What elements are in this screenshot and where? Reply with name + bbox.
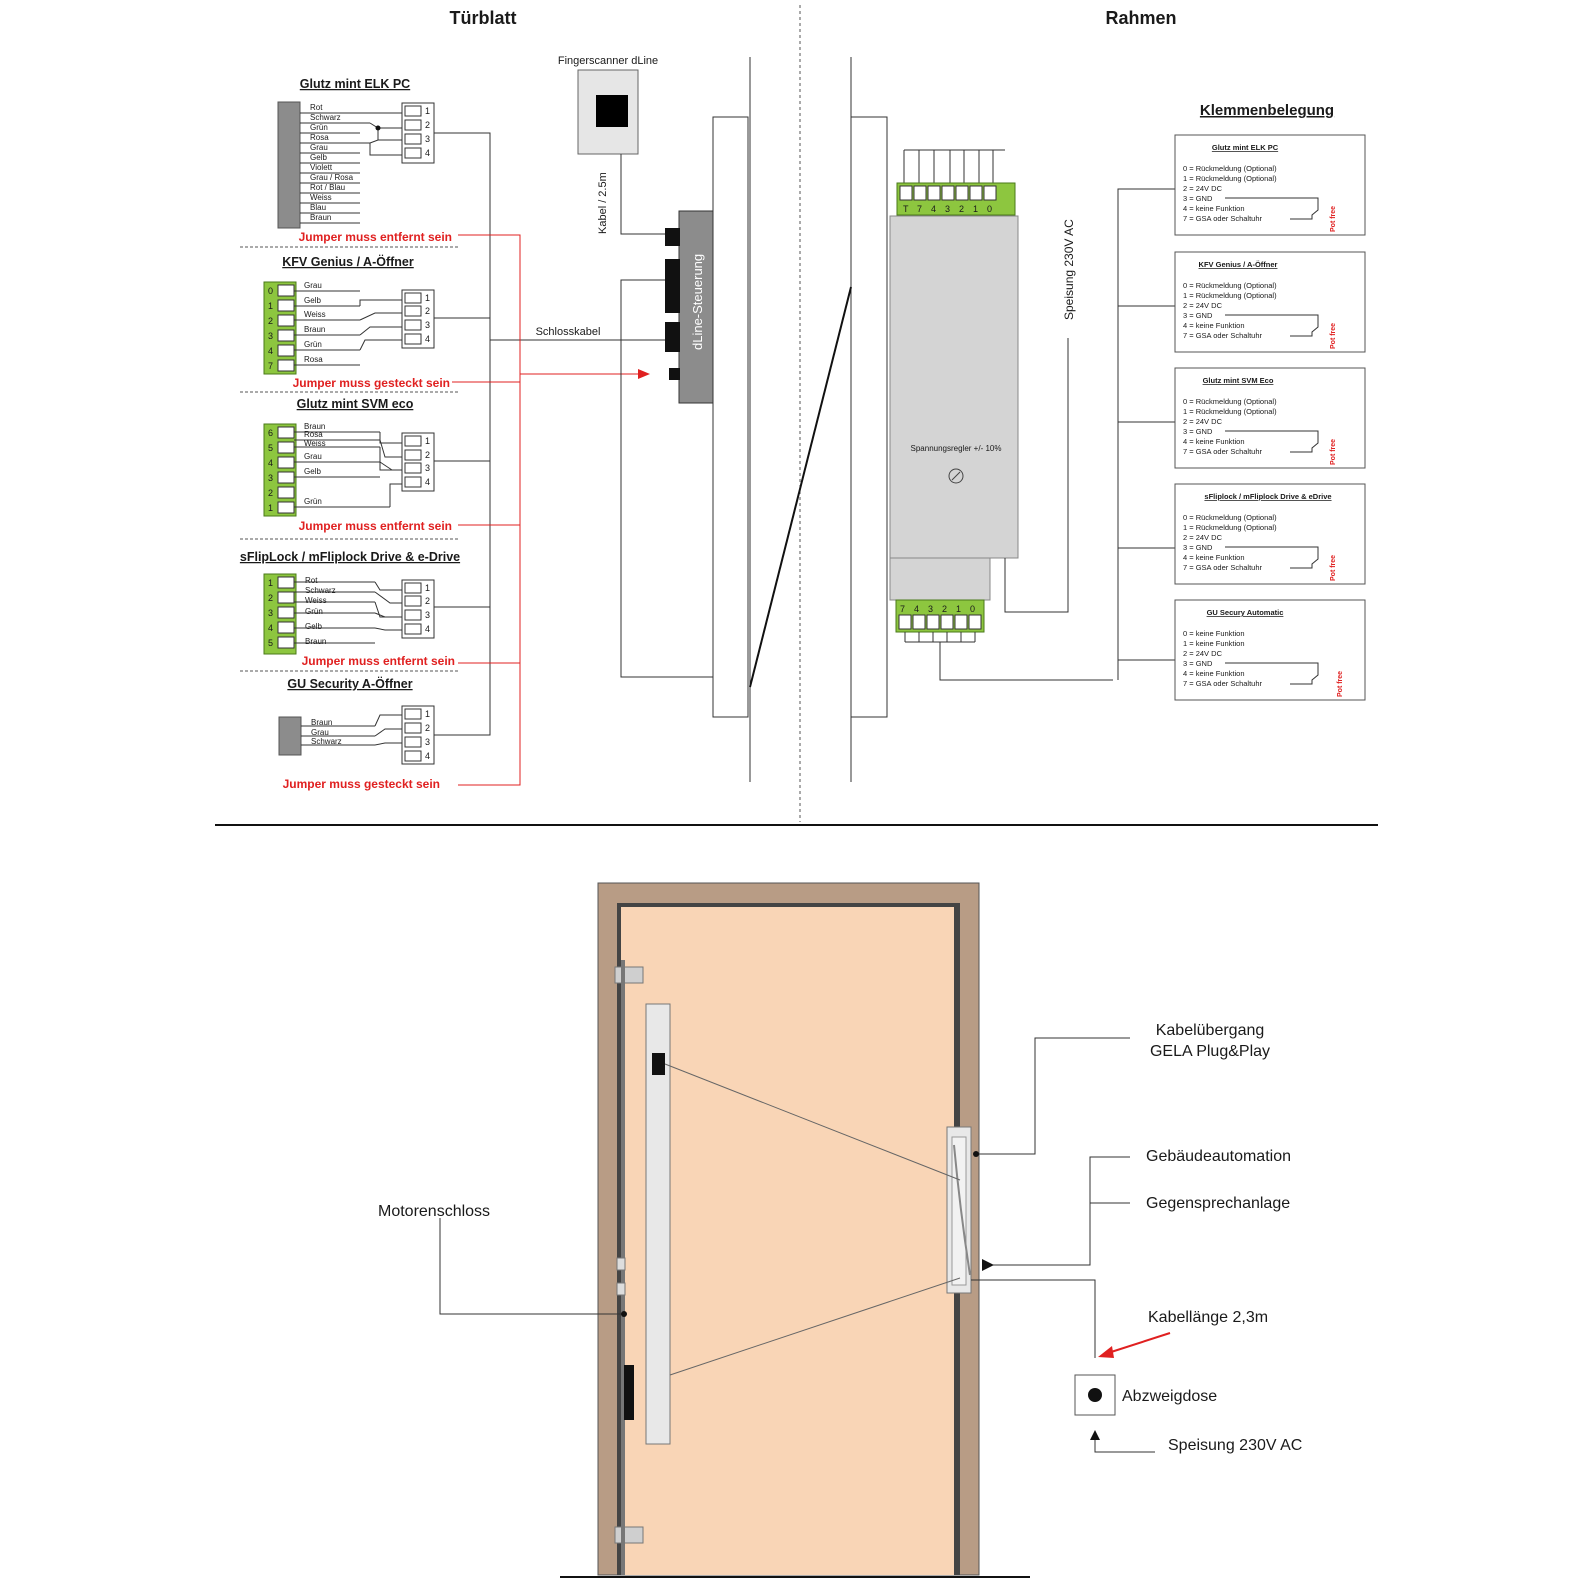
svg-text:GU Secury Automatic: GU Secury Automatic xyxy=(1206,608,1284,617)
svg-text:1: 1 xyxy=(425,293,431,303)
svg-text:3 = GND: 3 = GND xyxy=(1183,311,1213,320)
svg-text:2 = 24V DC: 2 = 24V DC xyxy=(1183,184,1222,193)
svg-text:Pot free: Pot free xyxy=(1330,322,1337,349)
svg-text:1: 1 xyxy=(956,604,962,614)
svg-text:Jumper muss gesteckt sein: Jumper muss gesteckt sein xyxy=(282,777,440,791)
svg-text:2: 2 xyxy=(268,593,274,603)
svg-text:Braun: Braun xyxy=(305,637,327,646)
gegensprech-label: Gegensprechanlage xyxy=(1146,1195,1291,1212)
svg-text:0: 0 xyxy=(268,286,274,296)
svg-text:1 = keine Funktion: 1 = keine Funktion xyxy=(1183,639,1245,648)
kabeluebergang-label-2: GELA Plug&Play xyxy=(1149,1043,1271,1060)
svg-text:Glutz mint ELK PC: Glutz mint ELK PC xyxy=(1211,143,1279,152)
fingerscanner-label: Fingerscanner dLine xyxy=(557,55,659,67)
svg-text:Weiss: Weiss xyxy=(310,193,332,202)
svg-text:Grau: Grau xyxy=(304,281,322,290)
bus-black xyxy=(434,133,680,735)
svg-text:Jumper muss gesteckt sein: Jumper muss gesteckt sein xyxy=(292,376,450,390)
svg-text:Rot: Rot xyxy=(305,576,318,585)
svg-text:4: 4 xyxy=(931,204,937,214)
kabel-label: Kabel / 2.5m xyxy=(597,172,609,234)
door-leaf xyxy=(621,907,955,1575)
svg-text:5: 5 xyxy=(268,443,274,453)
svg-text:4: 4 xyxy=(425,148,431,158)
svg-text:2: 2 xyxy=(425,306,431,316)
speisung-vertical: Speisung 230V AC xyxy=(1062,219,1076,320)
lock-glutz-svm xyxy=(264,397,452,533)
svg-text:5: 5 xyxy=(268,638,274,648)
svg-text:0 = Rückmeldung (Optional): 0 = Rückmeldung (Optional) xyxy=(1183,164,1277,173)
svg-text:3 = GND: 3 = GND xyxy=(1183,659,1213,668)
fingerscanner-sensor xyxy=(596,95,628,127)
svg-text:Grau: Grau xyxy=(311,728,329,737)
svg-text:1 = Rückmeldung (Optional): 1 = Rückmeldung (Optional) xyxy=(1183,523,1277,532)
svg-text:Gelb: Gelb xyxy=(305,622,322,631)
svg-text:Braun: Braun xyxy=(311,718,333,727)
svg-text:Grau: Grau xyxy=(310,143,328,152)
svg-text:3: 3 xyxy=(425,463,431,473)
svg-text:Grün: Grün xyxy=(310,123,328,132)
svg-text:KFV Genius / A-Öffner: KFV Genius / A-Öffner xyxy=(282,255,414,269)
svg-text:1: 1 xyxy=(268,578,274,588)
svg-text:Braun: Braun xyxy=(310,213,332,222)
svg-text:Rosa: Rosa xyxy=(304,355,323,364)
svg-text:Braun: Braun xyxy=(304,325,326,334)
svg-text:4: 4 xyxy=(914,604,920,614)
svg-text:3: 3 xyxy=(425,134,431,144)
svg-text:Pot free: Pot free xyxy=(1330,438,1337,465)
svg-text:2: 2 xyxy=(268,488,274,498)
abzweigdose-label: Abzweigdose xyxy=(1122,1388,1218,1405)
svg-text:3: 3 xyxy=(425,737,431,747)
connector-1 xyxy=(402,103,434,163)
abzweigdose-dot xyxy=(1088,1388,1102,1402)
svg-text:3 = GND: 3 = GND xyxy=(1183,194,1213,203)
svg-text:Jumper muss entfernt sein: Jumper muss entfernt sein xyxy=(298,519,452,533)
svg-text:1: 1 xyxy=(425,106,431,116)
svg-text:3 = GND: 3 = GND xyxy=(1183,543,1213,552)
svg-text:4: 4 xyxy=(268,458,274,468)
svg-text:3: 3 xyxy=(945,204,951,214)
svg-text:2: 2 xyxy=(425,723,431,733)
speisung-label: Speisung 230V AC xyxy=(1168,1437,1303,1454)
svg-text:Grün: Grün xyxy=(304,340,322,349)
svg-text:0 = Rückmeldung (Optional): 0 = Rückmeldung (Optional) xyxy=(1183,281,1277,290)
svg-text:Glutz mint SVM Eco: Glutz mint SVM Eco xyxy=(1202,376,1274,385)
svg-text:1: 1 xyxy=(268,503,274,513)
svg-text:7 = GSA oder Schaltuhr: 7 = GSA oder Schaltuhr xyxy=(1183,214,1263,223)
svg-text:7 = GSA oder Schaltuhr: 7 = GSA oder Schaltuhr xyxy=(1183,447,1263,456)
connector-3 xyxy=(402,433,434,491)
svg-text:Grau: Grau xyxy=(304,452,322,461)
svg-text:3: 3 xyxy=(425,610,431,620)
frame-profile xyxy=(851,117,887,717)
svg-text:2: 2 xyxy=(268,316,274,326)
svg-text:Gelb: Gelb xyxy=(310,153,327,162)
svg-text:7: 7 xyxy=(900,604,906,614)
klemmen-box-3 xyxy=(1175,368,1365,468)
svg-text:sFliplock / mFliplock Drive &: sFliplock / mFliplock Drive & eDrive xyxy=(1204,492,1332,501)
klemmen-box-1 xyxy=(1175,135,1365,235)
lock-gu-security xyxy=(279,676,440,791)
svg-text:Jumper muss entfernt sein: Jumper muss entfernt sein xyxy=(301,654,455,668)
svg-text:0 = Rückmeldung (Optional): 0 = Rückmeldung (Optional) xyxy=(1183,513,1277,522)
svg-text:0: 0 xyxy=(987,204,993,214)
klemmen-box-5 xyxy=(1175,600,1365,700)
svg-text:1 = Rückmeldung (Optional): 1 = Rückmeldung (Optional) xyxy=(1183,291,1277,300)
svg-text:2: 2 xyxy=(425,596,431,606)
door-illustration xyxy=(560,883,1030,1577)
svg-text:Pot free: Pot free xyxy=(1337,670,1344,697)
svg-text:Rot / Blau: Rot / Blau xyxy=(310,183,346,192)
svg-text:3: 3 xyxy=(268,608,274,618)
lock-glutz-elk xyxy=(278,77,452,244)
red-arrow xyxy=(638,369,650,379)
svg-text:1: 1 xyxy=(425,709,431,719)
svg-text:3: 3 xyxy=(268,473,274,483)
lock-title: Glutz mint ELK PC xyxy=(299,77,411,91)
svg-text:2: 2 xyxy=(942,604,948,614)
svg-text:4 = keine Funktion: 4 = keine Funktion xyxy=(1183,437,1245,446)
svg-text:2 = 24V DC: 2 = 24V DC xyxy=(1183,417,1222,426)
svg-text:Rot: Rot xyxy=(310,103,323,112)
svg-text:Gelb: Gelb xyxy=(304,467,321,476)
svg-text:2 = 24V DC: 2 = 24V DC xyxy=(1183,533,1222,542)
svg-text:7: 7 xyxy=(917,204,923,214)
svg-text:Grün: Grün xyxy=(305,607,323,616)
klemmen-box-4 xyxy=(1175,484,1365,584)
klemmen-box-2 xyxy=(1175,252,1365,352)
svg-text:3 = GND: 3 = GND xyxy=(1183,427,1213,436)
svg-text:Braun: Braun xyxy=(304,422,326,431)
svg-text:Pot free: Pot free xyxy=(1330,554,1337,581)
svg-text:4: 4 xyxy=(425,477,431,487)
svg-text:2: 2 xyxy=(959,204,965,214)
header-tuerblatt: Türblatt xyxy=(449,8,517,28)
schlosskabel-label: Schlosskabel xyxy=(535,326,601,338)
kabeluebergang-label-1: Kabelübergang xyxy=(1155,1022,1265,1039)
svg-text:7 = GSA oder Schaltuhr: 7 = GSA oder Schaltuhr xyxy=(1183,679,1263,688)
svg-text:Weiss: Weiss xyxy=(305,596,327,605)
svg-text:3: 3 xyxy=(928,604,934,614)
fingerscanner-door xyxy=(652,1053,665,1075)
svg-text:1 = Rückmeldung (Optional): 1 = Rückmeldung (Optional) xyxy=(1183,174,1277,183)
svg-text:Gelb: Gelb xyxy=(304,296,321,305)
svg-text:Weiss: Weiss xyxy=(304,310,326,319)
svg-text:4 = keine Funktion: 4 = keine Funktion xyxy=(1183,553,1245,562)
power-module xyxy=(890,216,1018,558)
svg-text:4: 4 xyxy=(268,623,274,633)
svg-text:7 = GSA oder Schaltuhr: 7 = GSA oder Schaltuhr xyxy=(1183,331,1263,340)
svg-text:4: 4 xyxy=(425,751,431,761)
lock-kfv-genius xyxy=(264,254,450,390)
svg-text:4: 4 xyxy=(268,346,274,356)
svg-text:GU Security A-Öffner: GU Security A-Öffner xyxy=(287,677,413,691)
motor-lock-bolt xyxy=(624,1365,634,1420)
svg-text:2: 2 xyxy=(425,450,431,460)
svg-text:Grün: Grün xyxy=(304,497,322,506)
svg-text:T: T xyxy=(903,204,909,214)
svg-text:7 = GSA oder Schaltuhr: 7 = GSA oder Schaltuhr xyxy=(1183,563,1263,572)
jumper-note: Jumper muss entfernt sein xyxy=(298,230,452,244)
svg-text:Grau / Rosa: Grau / Rosa xyxy=(310,173,354,182)
svg-text:1: 1 xyxy=(425,583,431,593)
svg-text:Weiss: Weiss xyxy=(304,439,326,448)
svg-text:Rosa: Rosa xyxy=(304,430,323,439)
svg-text:Schwarz: Schwarz xyxy=(305,586,336,595)
connector-2 xyxy=(402,290,434,348)
svg-text:4 = keine Funktion: 4 = keine Funktion xyxy=(1183,669,1245,678)
kabellaenge-label: Kabellänge 2,3m xyxy=(1148,1309,1269,1326)
svg-text:7: 7 xyxy=(268,361,274,371)
svg-text:4: 4 xyxy=(425,334,431,344)
connector-4 xyxy=(402,580,434,638)
svg-text:Blau: Blau xyxy=(310,203,327,212)
svg-text:3: 3 xyxy=(268,331,274,341)
svg-text:2 = 24V DC: 2 = 24V DC xyxy=(1183,301,1222,310)
svg-text:3: 3 xyxy=(425,320,431,330)
svg-text:0 = keine Funktion: 0 = keine Funktion xyxy=(1183,629,1245,638)
svg-text:0: 0 xyxy=(970,604,976,614)
connector-5 xyxy=(402,706,434,764)
svg-text:4 = keine Funktion: 4 = keine Funktion xyxy=(1183,204,1245,213)
svg-text:6: 6 xyxy=(268,428,274,438)
controller-label: dLine-Steuerung xyxy=(690,253,705,350)
svg-text:Pot free: Pot free xyxy=(1330,205,1337,232)
svg-text:Violett: Violett xyxy=(310,163,333,172)
svg-text:Rosa: Rosa xyxy=(310,133,329,142)
svg-text:Schwarz: Schwarz xyxy=(310,113,341,122)
hinge-bottom xyxy=(615,1527,643,1543)
svg-text:1: 1 xyxy=(268,301,274,311)
klemmen-title: Klemmenbelegung xyxy=(1199,102,1335,119)
gebaeude-label: Gebäudeautomation xyxy=(1146,1148,1291,1165)
svg-text:4: 4 xyxy=(425,624,431,634)
svg-text:1 = Rückmeldung (Optional): 1 = Rückmeldung (Optional) xyxy=(1183,407,1277,416)
door-leaf-profile xyxy=(713,117,748,717)
svg-text:sFlipLock / mFliplock Drive &: sFlipLock / mFliplock Drive & e-Drive xyxy=(239,550,461,564)
svg-text:2 = 24V DC: 2 = 24V DC xyxy=(1183,649,1222,658)
svg-text:4 = keine Funktion: 4 = keine Funktion xyxy=(1183,321,1245,330)
svg-text:1: 1 xyxy=(973,204,979,214)
svg-text:Schwarz: Schwarz xyxy=(311,737,342,746)
kabellaenge-arrow xyxy=(1098,1346,1114,1358)
lock-sfliplock xyxy=(240,550,460,668)
header-rahmen: Rahmen xyxy=(1105,8,1177,28)
svg-text:0 = Rückmeldung (Optional): 0 = Rückmeldung (Optional) xyxy=(1183,397,1277,406)
regler-label: Spannungsregler +/- 10% xyxy=(910,444,1002,453)
svg-text:1: 1 xyxy=(425,436,431,446)
motorenschloss-label: Motorenschloss xyxy=(378,1203,491,1220)
hinge-top xyxy=(615,967,643,983)
svg-text:Glutz mint SVM eco: Glutz mint SVM eco xyxy=(296,397,414,411)
svg-text:2: 2 xyxy=(425,120,431,130)
svg-text:KFV Genius / A-Öffner: KFV Genius / A-Öffner xyxy=(1198,260,1278,269)
lock-body xyxy=(278,102,300,228)
